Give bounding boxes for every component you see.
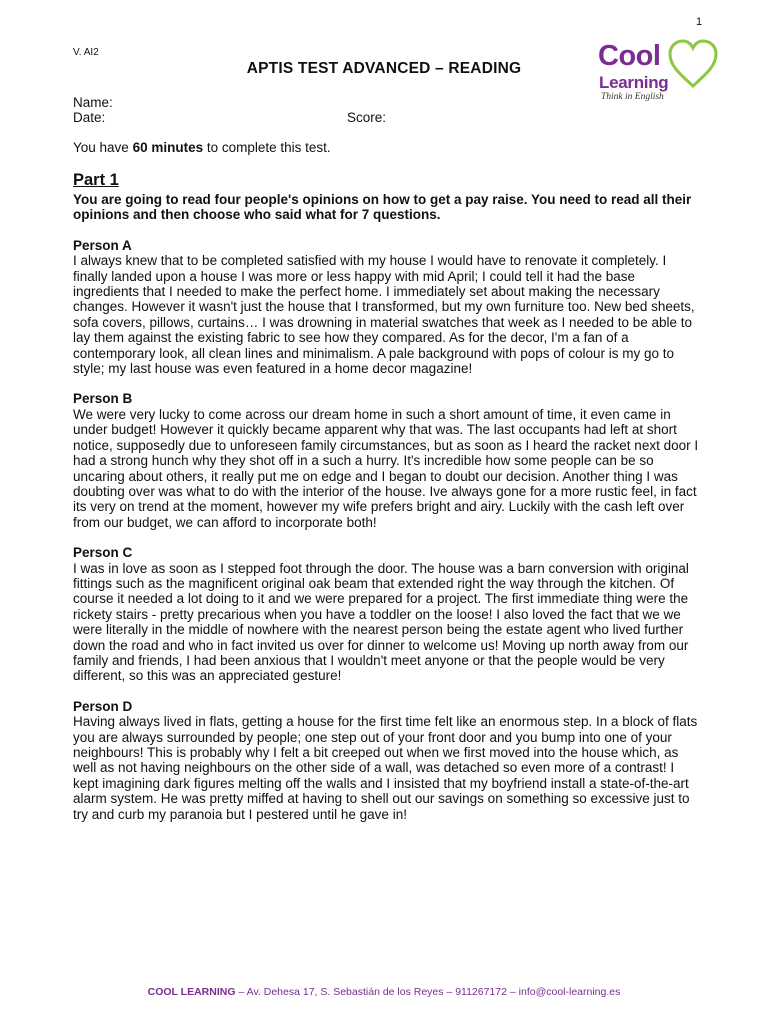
part-instructions: You are going to read four people's opinions on how to get a pay raise. You need to read all their opinions and then choose who said what for 7 questions. <box>73 192 692 223</box>
heart-outline-icon <box>666 38 720 90</box>
time-instructions <box>73 140 331 155</box>
page-number: 1 <box>696 16 703 28</box>
person-heading: Person C <box>73 545 133 561</box>
logo-word-learning: Learning <box>599 73 669 92</box>
footer-details: – Av. Dehesa 17, S. Sebastián de los Reyes – 911267172 – info@cool-learning.es <box>235 986 621 998</box>
page-title: APTIS TEST ADVANCED – READING <box>246 60 522 77</box>
name-label: Name: <box>73 95 113 110</box>
person-heading: Person B <box>73 391 133 407</box>
intro-prefix: You have <box>73 140 133 155</box>
person-heading: Person D <box>73 698 133 714</box>
logo-tagline: Think in English <box>601 92 664 102</box>
person-text: I was in love as soon as I stepped foot through the door. The house was a barn conversion with original fittings such as the magnificent original oak beam that extended right the way through the kitchen. Of course it needed a lot doing to it and we were prepared for a project. The first immediate thing were the rickety stairs - pretty precarious when you have a toddler on the loose! I also loved the fact that we we were literally in the middle of nowhere with the nearest person being the estate agent who lived further down the road and who in fact invited us over for dinner to welcome us! Moving up north away from our family and friends, I had been anxious that I wouldn't meet anyone or that the people would be very different, so this was an appreciated gesture! <box>73 560 689 684</box>
cool-learning-logo <box>596 38 726 104</box>
person-text: We were very lucky to come across our dream home in such a short amount of time, it even came in under budget! However it quickly became apparent why that was. The last occupants had left at short notice, supposedly due to unforeseen family circumstances, but as soon as I heard the racket next door I had a strong hunch why they shot off in a such a hurry. It's incredible how some people can be so uncaring about others, it really put me on edge and I began to doubt our decision. Another thing I was doubting over was what to do with the interior of the house. Ive always gone for a more rustic feel, in fact its very on trend at the moment, however my wife prefers bright and airy. Luckily with the cash left over from our budget, we can afford to incorporate both! <box>73 406 699 530</box>
score-label: Score: <box>347 110 387 125</box>
person-heading: Person A <box>73 237 132 253</box>
intro-suffix: to complete this test. <box>203 140 331 155</box>
date-label: Date: <box>73 110 106 125</box>
logo-word-cool: Cool <box>598 40 661 72</box>
person-text: I always knew that to be completed satisfied with my house I would have to renovate it completely. I finally landed upon a house I was more or less happy with mid April; I could tell it had the base ingredients that I needed to make the perfect home. I immediately set about making the necessary changes. However it wasn't just the house that I transformed, but my own furniture too. New bed sheets, sofa covers, pillows, curtains… I was drowning in material swatches that week as I needed to be able to lay them against the existing fabric to see how they compared. As for the decor, I'm a fan of a contemporary look, all clean lines and minimalism. A pale background with pops of colour is my go to style; my last house was even featured in a home decor magazine! <box>73 253 695 377</box>
person-text: Having always lived in flats, getting a house for the first time felt like an enormous step. In a block of flats you are always surrounded by people; one step out of your front door and you bump into one of your neighbours! This is probably why I felt a bit creeped out when we first moved into the house which, as well as not having neighbours on the other side of a wall, was detached so even more of a contrast! I kept imagining dark figures melting off the walls and I insisted that my boyfriend install a state-of-the-art alarm system. He was pretty miffed at having to shell out our savings on something so excessive just to try and curb my paranoia but I pestered until he gave in! <box>73 714 698 822</box>
footer-brand: COOL LEARNING <box>147 986 236 998</box>
version-label: V. AI2 <box>73 47 99 58</box>
part1-section <box>73 171 703 837</box>
footer <box>0 986 768 998</box>
intro-minutes: 60 minutes <box>132 140 204 155</box>
part-title: Part 1 <box>73 171 119 189</box>
